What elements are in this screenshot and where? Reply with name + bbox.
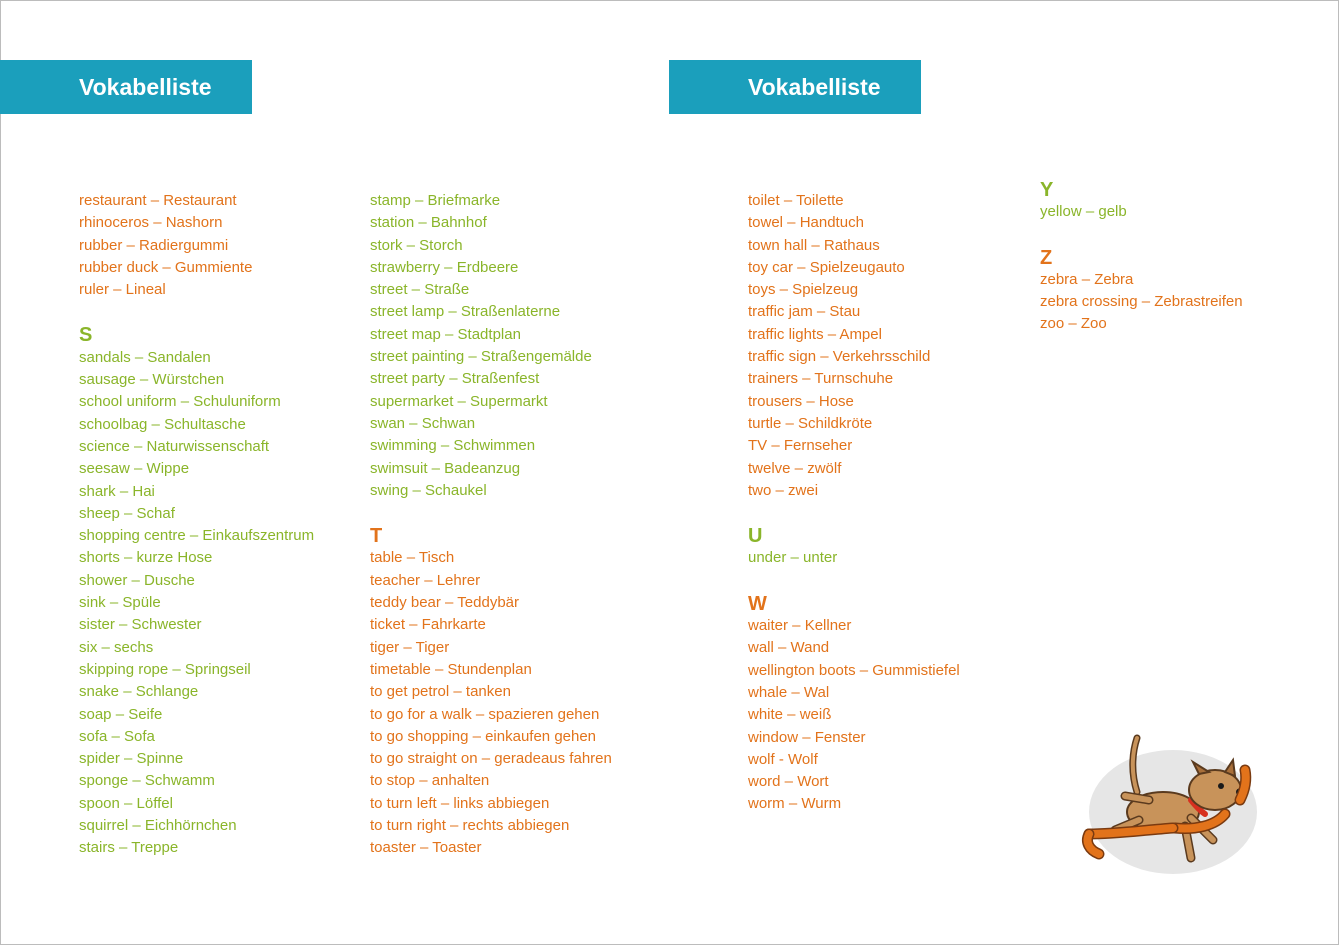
vocab-entry: strawberry – Erdbeere [370,258,519,276]
letter-heading: Z [1040,246,1053,269]
vocab-entry: street lamp – Straßenlaterne [370,303,561,321]
vocab-entry: timetable – Stundenplan [370,660,532,678]
vocab-entry: rubber duck – Gummiente [79,258,253,276]
vocab-entry: to go straight on – geradeaus fahren [370,750,612,768]
vocab-entry: street map – Stadtplan [370,325,521,343]
vocab-entry: traffic lights – Ampel [748,325,882,343]
vocab-entry: swimsuit – Badeanzug [370,459,521,477]
letter-heading: T [370,525,383,548]
vocab-entry: zebra crossing – Zebrastreifen [1040,293,1243,311]
banner-right [669,60,921,114]
vocab-entry: stairs – Treppe [79,839,179,857]
vocab-entry: ticket – Fahrkarte [370,616,486,634]
vocab-entry: to go shopping – einkaufen gehen [370,727,597,745]
vocab-entry: street painting – Straßengemälde [370,348,592,366]
vocab-entry: TV – Fernseher [748,437,853,455]
vocab-entry: sink – Spüle [79,594,161,612]
vocab-entry: sausage – Würstchen [79,371,225,389]
vocab-entry: toilet – Toilette [748,192,844,209]
banner-left-title: Vokabelliste [79,74,212,100]
vocab-entry: shorts – kurze Hose [79,549,213,567]
vocab-entry: teacher – Lehrer [370,571,481,589]
vocab-entry: stamp – Briefmarke [370,192,501,209]
vocab-entry: supermarket – Supermarkt [370,392,548,410]
vocab-entry: teddy bear – Teddybär [370,594,519,612]
vocab-entry: shopping centre – Einkaufszentrum [79,527,315,545]
vocab-entry: rhinoceros – Nashorn [79,214,223,232]
letter-heading: U [748,525,763,548]
vocab-entry: zoo – Zoo [1040,315,1107,333]
vocab-entry: street party – Straßenfest [370,370,540,388]
dog-with-sausages-icon [1075,730,1265,880]
vocab-entry: sister – Schwester [79,616,202,634]
vocab-entry: to turn right – rechts abbiegen [370,817,570,835]
vocab-entry: spoon – Löffel [79,794,173,812]
vocab-entry: swan – Schwan [370,414,476,432]
vocab-entry: white – weiß [748,706,832,724]
vocab-entry: whale – Wal [748,683,830,701]
vocab-entry: school uniform – Schuluniform [79,393,281,411]
banner-right-title: Vokabelliste [748,74,881,100]
vocab-column-2 [370,190,612,860]
vocab-entry: shower – Dusche [79,571,195,589]
vocab-entry: skipping rope – Springseil [79,660,251,678]
vocab-entry: wall – Wand [748,639,830,657]
vocab-entry: sponge – Schwamm [79,772,215,790]
vocab-entry: waiter – Kellner [748,617,852,635]
vocab-entry: rubber – Radiergummi [79,236,229,254]
vocab-entry: ruler – Lineal [79,281,166,299]
banner-left [0,60,252,114]
vocab-column-1 [79,190,314,860]
vocab-entry: science – Naturwissenschaft [79,437,270,455]
vocab-entry: soap – Seife [79,705,163,723]
vocab-entry: town hall – Rathaus [748,236,880,254]
vocab-entry: traffic sign – Verkehrsschild [748,348,931,366]
vocab-entry: zebra – Zebra [1040,270,1134,288]
vocab-entry: stork – Storch [370,236,463,254]
vocab-entry: under – unter [748,549,838,567]
vocab-entry: restaurant – Restaurant [79,192,237,209]
vocab-entry: tiger – Tiger [370,638,450,656]
vocab-column-4 [1040,179,1243,336]
vocab-entry: sandals – Sandalen [79,348,211,366]
vocab-entry: wellington boots – Gummistiefel [748,661,960,679]
vocab-entry: street – Straße [370,281,470,299]
vocab-entry: yellow – gelb [1040,203,1127,221]
vocab-entry: toys – Spielzeug [748,281,859,299]
vocab-entry: window – Fenster [748,728,866,746]
letter-heading: W [748,592,767,615]
vocab-entry: table – Tisch [370,549,455,567]
vocab-entry: seesaw – Wippe [79,460,190,478]
vocab-entry: sofa – Sofa [79,727,155,745]
vocab-entry: snake – Schlange [79,683,199,701]
vocab-entry: sheep – Schaf [79,504,175,522]
vocab-entry: swimming – Schwimmen [370,437,536,455]
vocab-entry: wolf - Wolf [748,750,818,768]
letter-heading: Y [1040,179,1054,201]
vocab-entry: twelve – zwölf [748,459,842,477]
vocab-entry: schoolbag – Schultasche [79,415,246,433]
vocab-entry: traffic jam – Stau [748,303,861,321]
vocab-entry: toy car – Spielzeugauto [748,258,905,276]
vocab-entry: trousers – Hose [748,392,854,410]
vocab-entry: word – Wort [748,773,829,791]
vocab-entry: toaster – Toaster [370,839,482,857]
vocab-entry: to stop – anhalten [370,772,490,790]
vocab-entry: six – sechs [79,638,154,656]
vocab-entry: trainers – Turnschuhe [748,370,894,388]
vocab-entry: two – zwei [748,481,819,499]
vocab-entry: turtle – Schildkröte [748,414,873,432]
vocab-entry: spider – Spinne [79,750,184,768]
vocab-entry: to get petrol – tanken [370,683,511,701]
vocab-entry: to go for a walk – spazieren gehen [370,705,600,723]
letter-heading: S [79,324,93,347]
vocab-entry: squirrel – Eichhörnchen [79,817,237,835]
vocab-entry: towel – Handtuch [748,214,864,232]
vocab-entry: station – Bahnhof [370,214,487,232]
vocab-entry: swing – Schaukel [370,481,487,499]
vocab-entry: to turn left – links abbiegen [370,794,550,812]
vocab-entry: shark – Hai [79,482,155,500]
vocab-column-3 [748,190,960,816]
vocab-entry: worm – Wurm [748,795,842,813]
